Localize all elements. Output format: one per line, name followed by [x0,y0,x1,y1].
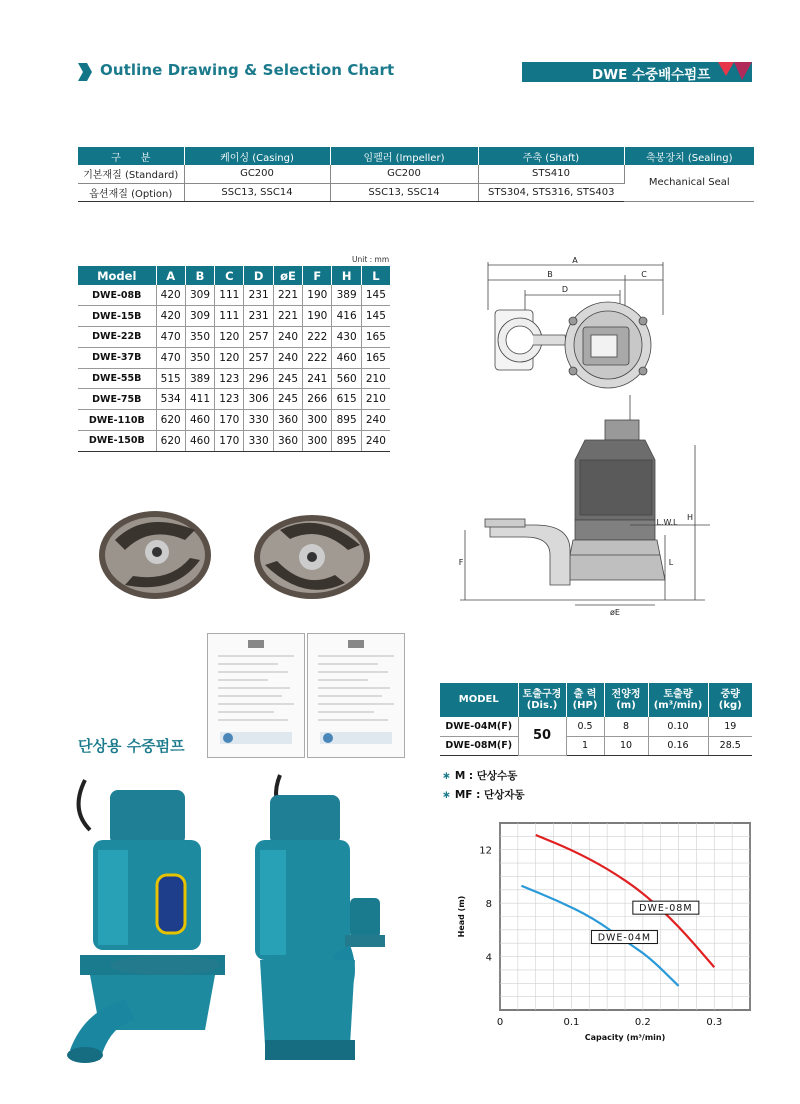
selection-flow: 0.10 [648,717,708,736]
dimension-value: 620 [156,410,185,431]
material-label: 옵션재질 (Option) [78,183,184,201]
certificate-image-1 [207,633,305,758]
dimension-header-8: L [361,266,390,285]
table-row [78,431,390,452]
dimension-header-6: F [303,266,332,285]
chart-series-label: DWE-04M [597,932,652,944]
selection-hp: 1 [566,736,604,755]
table-row [78,389,390,410]
dimension-value: 350 [185,347,214,368]
dimension-value: 240 [273,327,302,348]
chart-y-tick-label: 4 [485,952,492,964]
dimension-value: 420 [156,306,185,327]
dimension-value: 145 [361,306,390,327]
table-row [78,285,390,306]
page-title: Outline Drawing & Selection Chart [100,61,395,79]
table-row [78,410,390,431]
dim-label-e: øE [610,608,620,617]
material-sealing: Mechanical Seal [624,165,754,201]
pump-photo-manual [245,770,395,1070]
material-header-category: 구 분 [78,147,184,165]
dimension-value: 470 [156,327,185,348]
selection-head: 8 [604,717,648,736]
dimension-value: 120 [215,347,244,368]
dimension-value: 360 [273,410,302,431]
selection-head: 10 [604,736,648,755]
impeller-photo-2 [250,505,375,605]
chart-y-tick-label: 8 [485,899,492,911]
dimension-value: 895 [332,410,361,431]
chart-series-label: DWE-08M [639,903,693,915]
dimension-value: 266 [303,389,332,410]
selection-hp: 0.5 [566,717,604,736]
note-star-icon: ∗ [442,770,451,782]
selection-weight: 19 [708,717,752,736]
table-row [78,368,390,389]
material-header-sealing: 축봉장치 (Sealing) [624,147,754,165]
note-text: MF : 단상자동 [454,789,525,801]
dimension-header-5: øE [273,266,302,285]
dimension-value: 460 [185,410,214,431]
dimension-value: 245 [273,368,302,389]
single-phase-title: 단상용 수중펌프 [78,737,185,755]
note-manual [442,768,517,783]
selection-header-head-text: 전양정 (m) [611,688,641,711]
dimension-value: 534 [156,389,185,410]
material-header-casing: 케이싱 (Casing) [184,147,330,165]
dimension-value: 330 [244,431,273,452]
dimension-value: 460 [332,347,361,368]
selection-header-flow [648,683,708,717]
dimension-value: 165 [361,347,390,368]
dimension-value: 560 [332,368,361,389]
selection-model: DWE-04M(F) [440,717,518,736]
dimension-header-4: D [244,266,273,285]
pump-photo-float [65,770,240,1070]
selection-header-dis [518,683,566,717]
table-row [78,165,754,183]
dim-label-a: A [572,256,578,265]
dimension-value: 416 [332,306,361,327]
dimension-header-7: H [332,266,361,285]
selection-weight: 28.5 [708,736,752,755]
dimension-value: 120 [215,327,244,348]
dim-label-lwl: L.W.L [656,518,678,527]
table-row [78,347,390,368]
selection-header-hp-text: 출 력 (HP) [572,688,598,711]
dimension-header-3: C [215,266,244,285]
dimension-value: 222 [303,347,332,368]
selection-header-flow-text: 토출량 (m³/min) [653,688,703,711]
material-shaft: STS410 [478,165,624,183]
dimension-header-1: A [156,266,185,285]
material-shaft: STS304, STS316, STS403 [478,183,624,201]
selection-header-hp [566,683,604,717]
dimension-value: 430 [332,327,361,348]
dimension-value: 411 [185,389,214,410]
dimension-value: 240 [361,410,390,431]
dimension-value: 123 [215,368,244,389]
dimension-value: 615 [332,389,361,410]
material-label: 기본재질 (Standard) [78,165,184,183]
dimension-value: 389 [332,285,361,306]
dimension-value: 190 [303,285,332,306]
banner-triangle-icon [718,62,752,82]
chart-y-axis-label: Head (m) [457,895,466,938]
table-row [440,717,752,736]
dimension-value: 221 [273,285,302,306]
dimension-value: 300 [303,431,332,452]
dimension-model: DWE-55B [78,368,156,389]
selection-header-model: MODEL [440,683,518,717]
dimension-value: 210 [361,389,390,410]
dimension-value: 350 [185,327,214,348]
selection-header-head [604,683,648,717]
dim-label-f: F [458,558,464,567]
dimension-model: DWE-150B [78,431,156,452]
material-header-impeller: 임펠러 (Impeller) [330,147,478,165]
note-text: M : 단상수동 [454,770,518,782]
dimension-value: 145 [361,285,390,306]
dimension-table [78,266,390,452]
dimension-value: 210 [361,368,390,389]
dimension-value: 240 [361,431,390,452]
selection-model: DWE-08M(F) [440,736,518,755]
dimension-model: DWE-37B [78,347,156,368]
dimension-value: 460 [185,431,214,452]
selection-header-weight [708,683,752,717]
material-header-shaft: 주축 (Shaft) [478,147,624,165]
outline-drawing [455,255,775,625]
dimension-model: DWE-08B [78,285,156,306]
dimension-value: 300 [303,410,332,431]
dim-label-d: D [561,285,569,294]
dimension-value: 420 [156,285,185,306]
dimension-value: 360 [273,431,302,452]
dim-label-c: C [641,270,647,279]
dimension-value: 389 [185,368,214,389]
dimension-value: 123 [215,389,244,410]
impeller-photo-1 [95,500,215,605]
dimension-header-2: B [185,266,214,285]
dimension-value: 257 [244,347,273,368]
chart-x-tick-label: 0.2 [634,1017,651,1028]
dimension-value: 470 [156,347,185,368]
chart-x-tick-label: 0.3 [706,1017,723,1028]
dimension-value: 241 [303,368,332,389]
dimension-value: 231 [244,285,273,306]
dimension-header-0: Model [78,266,156,285]
dimension-value: 245 [273,389,302,410]
dimension-value: 330 [244,410,273,431]
dimension-value: 257 [244,327,273,348]
selection-header-dis-text: 토출구경 (Dis.) [522,688,562,711]
material-impeller: GC200 [330,165,478,183]
chart-x-tick-label: 0.1 [563,1017,580,1028]
dimension-value: 309 [185,285,214,306]
dim-label-l: L [668,558,674,567]
dimension-model: DWE-110B [78,410,156,431]
dimension-value: 111 [215,285,244,306]
chart-x-axis-label: Capacity (m³/min) [584,1033,666,1042]
unit-label: Unit : mm [352,255,390,264]
chart-y-tick-label: 12 [479,845,492,857]
dimension-value: 296 [244,368,273,389]
dim-label-b: B [547,270,553,279]
note-star-icon: ∗ [442,789,451,801]
dimension-value: 515 [156,368,185,389]
dimension-value: 190 [303,306,332,327]
material-casing: GC200 [184,165,330,183]
table-row [78,306,390,327]
dimension-value: 221 [273,306,302,327]
dimension-value: 620 [156,431,185,452]
header-arrow-icon [78,63,92,81]
product-name: DWE 수중배수펌프 [592,67,711,83]
product-banner [522,62,752,82]
dimension-model: DWE-75B [78,389,156,410]
dimension-value: 895 [332,431,361,452]
dimension-value: 170 [215,431,244,452]
dimension-value: 240 [273,347,302,368]
chart-x-tick-label: 0 [496,1017,504,1028]
dimension-value: 111 [215,306,244,327]
selection-table [440,683,752,756]
dimension-value: 309 [185,306,214,327]
performance-chart [440,815,770,1055]
dimension-value: 170 [215,410,244,431]
dimension-value: 222 [303,327,332,348]
dimension-model: DWE-15B [78,306,156,327]
selection-flow: 0.16 [648,736,708,755]
dimension-value: 231 [244,306,273,327]
material-impeller: SSC13, SSC14 [330,183,478,201]
selection-dis: 50 [518,717,566,755]
dim-label-h: H [686,513,694,522]
certificate-image-2 [307,633,405,758]
selection-header-weight-text: 중량 (kg) [718,688,742,711]
dimension-value: 306 [244,389,273,410]
dimension-value: 165 [361,327,390,348]
table-row [440,736,752,755]
note-auto [442,787,525,802]
table-row [78,327,390,348]
material-table [78,147,754,202]
material-casing: SSC13, SSC14 [184,183,330,201]
dimension-model: DWE-22B [78,327,156,348]
